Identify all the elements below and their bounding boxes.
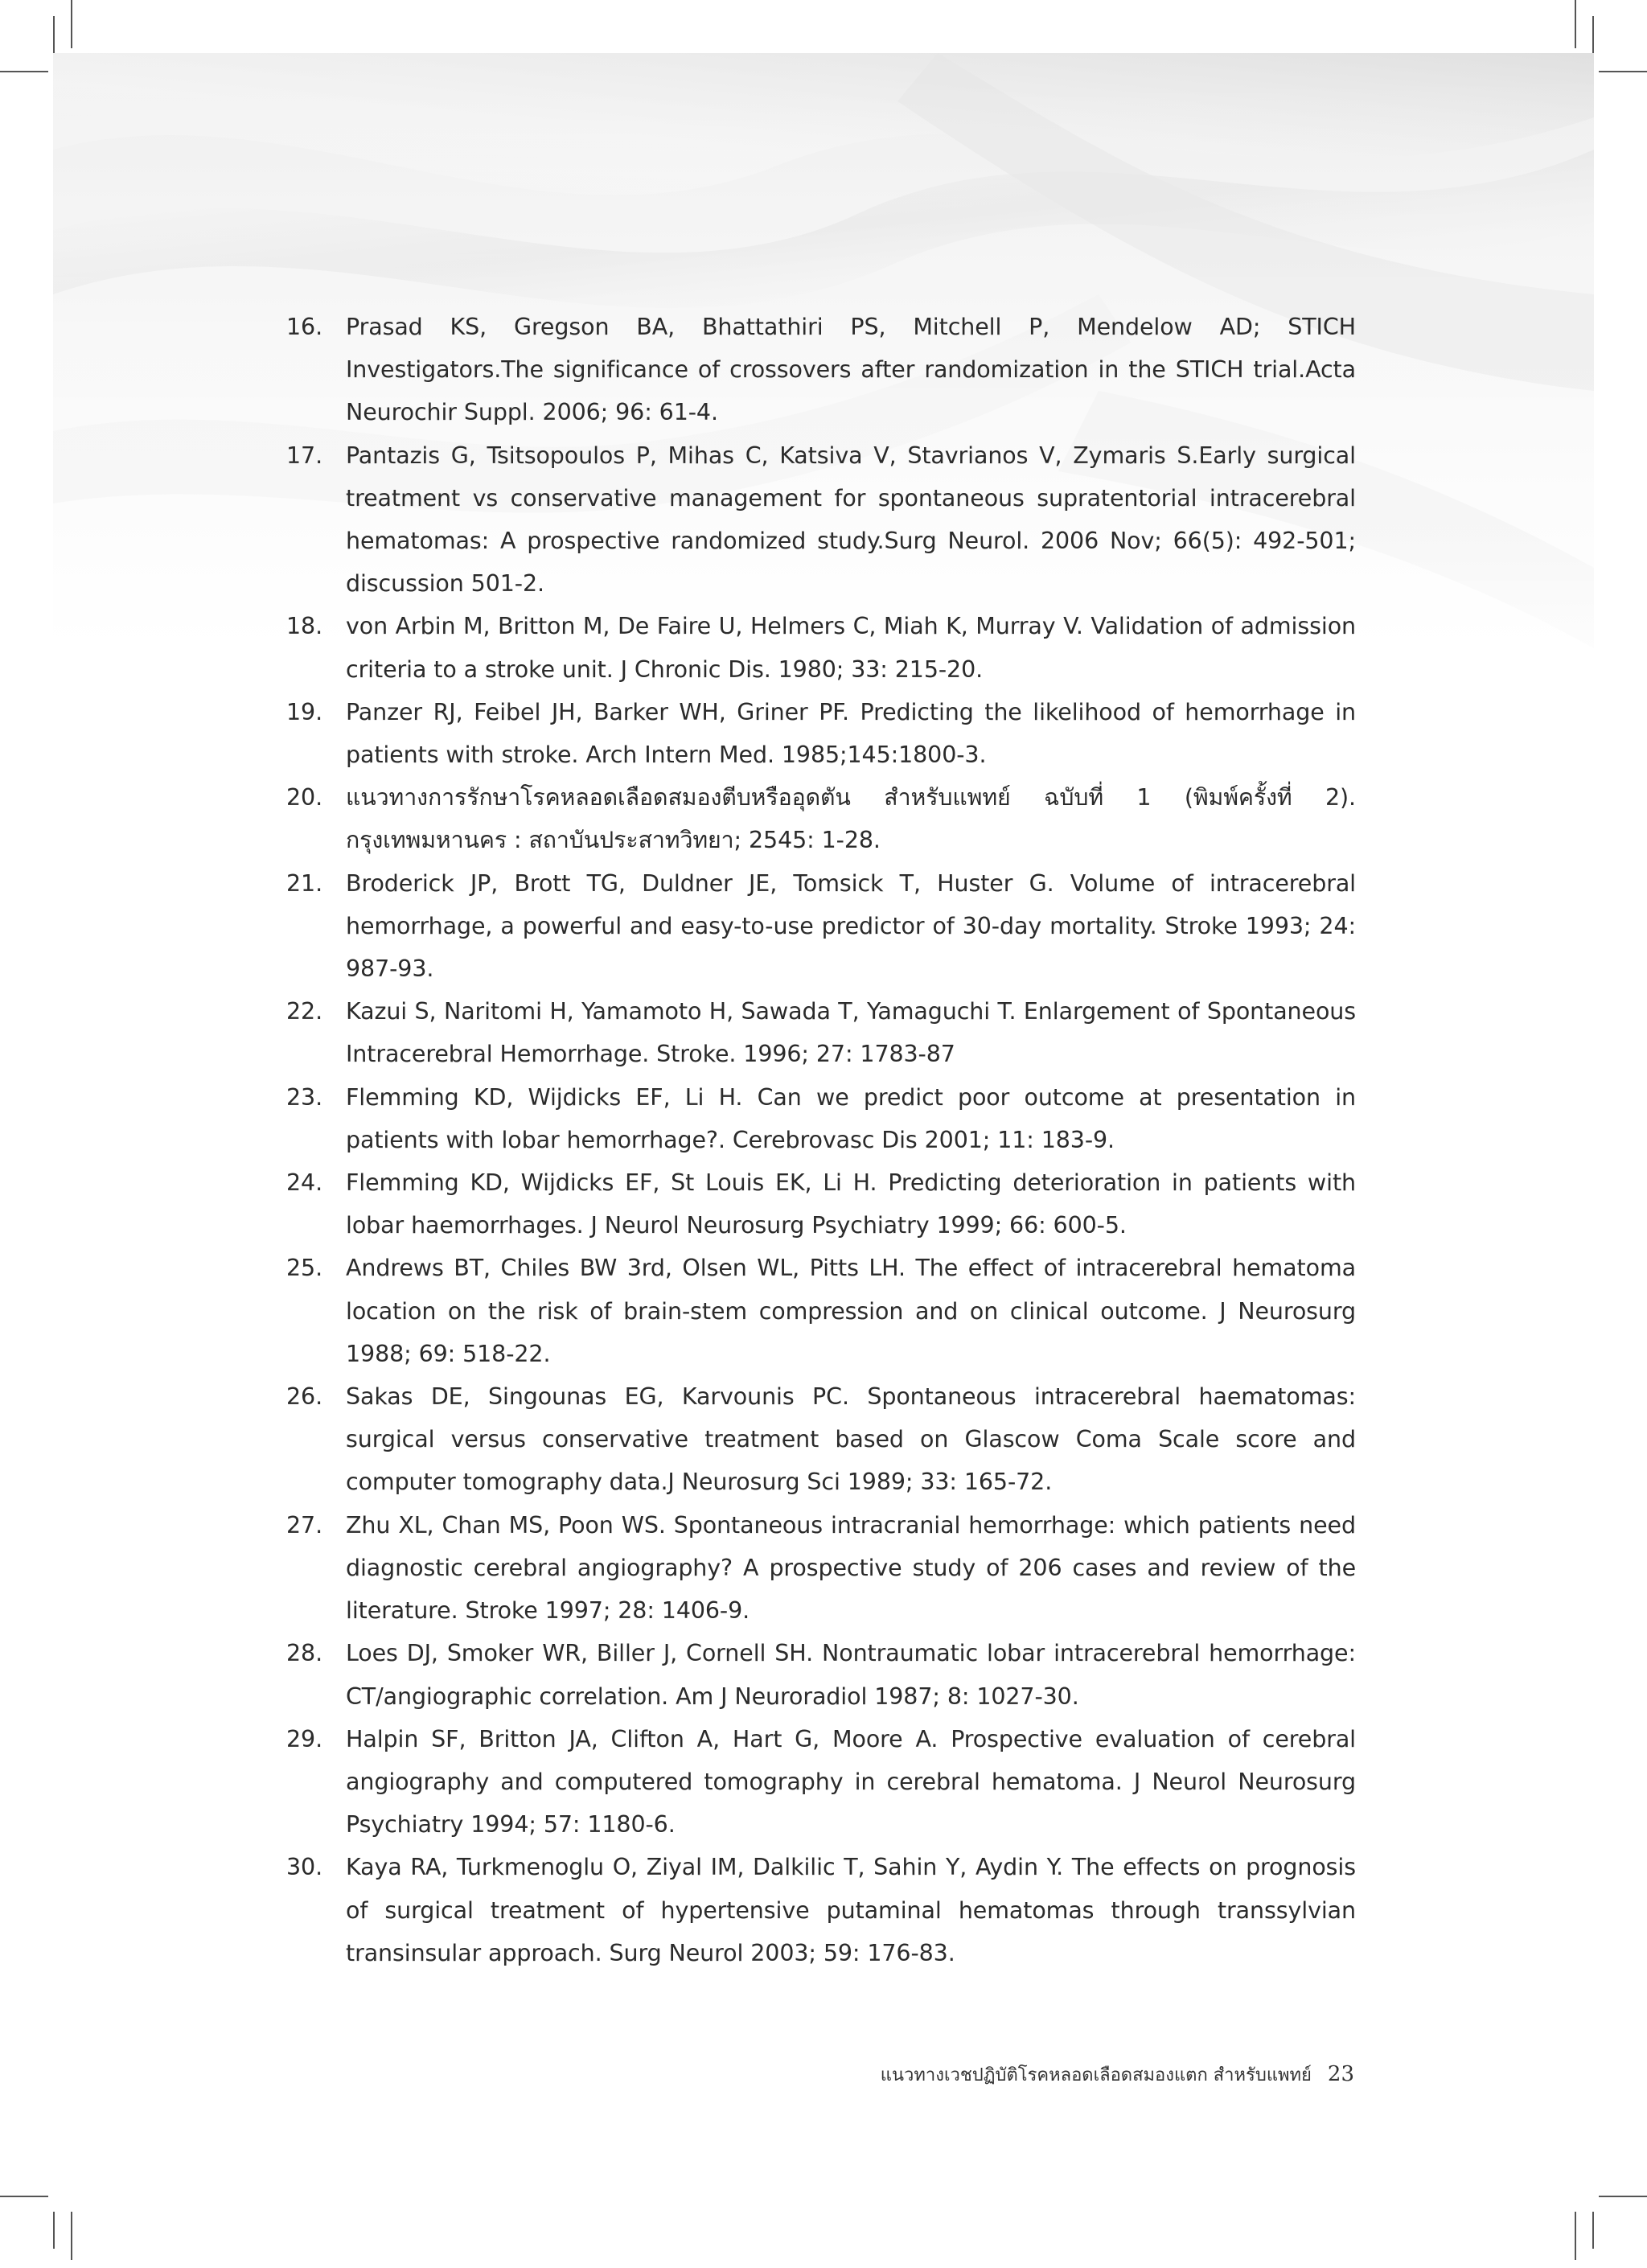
reference-item (286, 1161, 1356, 1247)
reference-number: 29. (286, 1725, 323, 1752)
reference-text: Halpin SF, Britton JA, Clifton A, Hart G, Moore A. Prospective evaluation of cerebral angiography and computered tomography in cerebral hematoma. J Neurol Neurosurg Psychiatry 1994; 57: 1180-6. (346, 1725, 1356, 1839)
running-title: แนวทางเวชปฏิบัติโรคหลอดเลือดสมองแตก สำหรับแพทย์ (880, 2065, 1312, 2085)
reference-item (286, 862, 1356, 991)
reference-text: Kaya RA, Turkmenoglu O, Ziyal IM, Dalkilic T, Sahin Y, Aydin Y. The effects on prognosis of surgical treatment of hypertensive putaminal hematomas through transsylvian transinsular approach. Surg Neurol 2003; 59: 176-83. (346, 1854, 1356, 1966)
crop-mark (1592, 2212, 1594, 2249)
reference-text: Broderick JP, Brott TG, Duldner JE, Tomsick T, Huster G. Volume of intracerebral hemorrhage, a powerful and easy-to-use predictor of 30-day mortality. Stroke 1993; 24: 987-93. (346, 869, 1356, 983)
reference-text: Sakas DE, Singounas EG, Karvounis PC. Spontaneous intracerebral haematomas: surgical versus conservative treatment based on Glascow Coma Scale score and computer tomography data.J Neurosurg Sci 1989; 33: 165-72. (346, 1383, 1356, 1496)
reference-item (286, 1632, 1356, 1717)
crop-mark (1575, 2212, 1576, 2260)
reference-item (286, 776, 1356, 861)
reference-item (286, 434, 1356, 606)
reference-text: Kazui S, Naritomi H, Yamamoto H, Sawada T, Yamaguchi T. Enlargement of Spontaneous Intracerebral Hemorrhage. Stroke. 1996; 27: 1783-87 (346, 998, 1356, 1068)
reference-number: 27. (286, 1511, 323, 1539)
reference-number: 19. (286, 698, 323, 725)
reference-item (286, 1247, 1356, 1375)
reference-text: Flemming KD, Wijdicks EF, St Louis EK, Li H. Predicting deterioration in patients with lobar haemorrhages. J Neurol Neurosurg Psychiatry 1999; 66: 600-5. (346, 1169, 1356, 1239)
reference-number: 22. (286, 998, 323, 1025)
crop-mark (71, 0, 72, 48)
reference-item (286, 306, 1356, 434)
crop-mark (1599, 2196, 1647, 2197)
reference-text: Pantazis G, Tsitsopoulos P, Mihas C, Katsiva V, Stavrianos V, Zymaris S.Early surgical treatment vs conservative management for spontaneous supratentorial intracerebral hematomas: A prospective randomized study.Surg Neurol. 2006 Nov; 66(5): 492-501; discussion 501-2. (346, 442, 1356, 598)
crop-mark (1575, 0, 1576, 48)
reference-item (286, 691, 1356, 776)
page-number: 23 (1327, 2062, 1354, 2086)
reference-item (286, 1076, 1356, 1161)
crop-mark (53, 16, 55, 53)
crop-mark (1592, 16, 1594, 53)
crop-mark (0, 71, 48, 72)
page-footer (881, 2061, 1354, 2089)
reference-text: แนวทางการรักษาโรคหลอดเลือดสมองตีบหรืออุดตัน สำหรับแพทย์ ฉบับที่ 1 (พิมพ์ครั้งที่ 2). กรุงเทพมหานคร : สถาบันประสาทวิทยา; 2545: 1-28. (346, 784, 1356, 854)
reference-text: Prasad KS, Gregson BA, Bhattathiri PS, Mitchell P, Mendelow AD; STICH Investigators.The significance of crossovers after randomization in the STICH trial.Acta Neurochir Suppl. 2006; 96: 61-4. (346, 314, 1356, 426)
reference-item (286, 990, 1356, 1075)
reference-item (286, 1504, 1356, 1633)
reference-item (286, 605, 1356, 690)
reference-item (286, 1718, 1356, 1847)
crop-mark (71, 2212, 72, 2260)
reference-list (286, 306, 1356, 1974)
reference-text: Andrews BT, Chiles BW 3rd, Olsen WL, Pitts LH. The effect of intracerebral hematoma location on the risk of brain-stem compression and on clinical outcome. J Neurosurg 1988; 69: 518-22. (346, 1255, 1356, 1367)
reference-number: 18. (286, 613, 323, 640)
reference-number: 30. (286, 1854, 323, 1881)
reference-text: Flemming KD, Wijdicks EF, Li H. Can we predict poor outcome at presentation in patients with lobar hemorrhage?. Cerebrovasc Dis 2001; 11: 183-9. (346, 1083, 1356, 1153)
reference-number: 20. (286, 784, 323, 811)
crop-mark (53, 2212, 55, 2249)
reference-text: Panzer RJ, Feibel JH, Barker WH, Griner PF. Predicting the likelihood of hemorrhage in patients with stroke. Arch Intern Med. 1985;145:1800-3. (346, 698, 1356, 769)
reference-number: 24. (286, 1169, 323, 1197)
reference-number: 21. (286, 869, 323, 897)
reference-text: Zhu XL, Chan MS, Poon WS. Spontaneous intracranial hemorrhage: which patients need diagnostic cerebral angiography? A prospective study of 206 cases and review of the literature. Stroke 1997; 28: 1406-9. (346, 1511, 1356, 1625)
reference-item (286, 1375, 1356, 1504)
reference-number: 23. (286, 1083, 323, 1111)
reference-number: 16. (286, 314, 323, 340)
reference-item (286, 1846, 1356, 1974)
reference-number: 17. (286, 442, 323, 469)
reference-text: Loes DJ, Smoker WR, Biller J, Cornell SH. Nontraumatic lobar intracerebral hemorrhage: CT/angiographic correlation. Am J Neuroradiol 1987; 8: 1027-30. (346, 1640, 1356, 1710)
crop-mark (1599, 71, 1647, 72)
reference-number: 28. (286, 1640, 323, 1667)
crop-mark (0, 2196, 48, 2197)
reference-number: 26. (286, 1383, 323, 1411)
reference-text: von Arbin M, Britton M, De Faire U, Helmers C, Miah K, Murray V. Validation of admission criteria to a stroke unit. J Chronic Dis. 1980; 33: 215-20. (346, 613, 1356, 683)
reference-number: 25. (286, 1255, 323, 1282)
